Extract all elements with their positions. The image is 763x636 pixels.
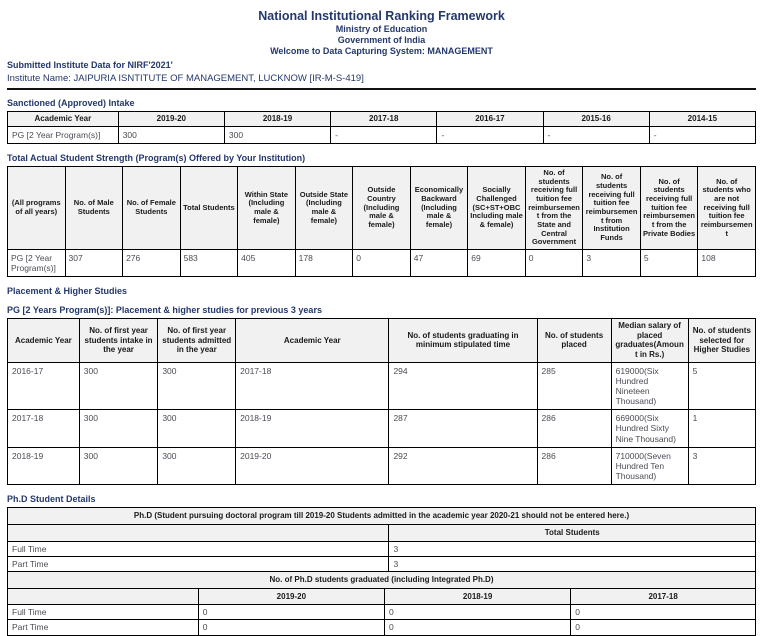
table-banner-row: [8, 508, 756, 525]
student-strength-table: [7, 166, 756, 277]
section-title-phd: Ph.D Student Details: [7, 494, 96, 505]
column-header: No. of students graduating in minimum stipulated time: [389, 319, 537, 362]
cell: 300: [79, 447, 158, 485]
cell: Full Time: [8, 605, 199, 620]
cell: -: [649, 126, 755, 143]
column-header: No. of students receiving full tuition fee reimbursement from the Private Bodies: [640, 167, 698, 250]
column-header: No. of students receiving full tuition fee reimbursement from the State and Central Government: [525, 167, 583, 250]
cell: -: [437, 126, 543, 143]
phd-graduated-banner: No. of Ph.D students graduated (including Integrated Ph.D): [8, 571, 756, 588]
column-header: No. of first year students intake in the year: [79, 319, 158, 362]
cell: 300: [224, 126, 330, 143]
cell: 0: [198, 620, 384, 635]
cell: 286: [537, 447, 611, 485]
column-header: No. of Male Students: [65, 167, 123, 250]
cell: 2017-18: [236, 362, 389, 410]
cell: Part Time: [8, 556, 389, 571]
column-header: 2016-17: [437, 112, 543, 127]
column-header: No. of students who are not receiving full tuition fee reimbursement: [698, 167, 756, 250]
column-header: 2018-19: [224, 112, 330, 127]
section-title-placement: Placement & Higher Studies: [7, 286, 128, 297]
cell: 1: [688, 410, 755, 448]
cell: 5: [688, 362, 755, 410]
table-banner-row: [8, 571, 756, 588]
cell: 47: [410, 249, 468, 276]
column-header: Within State (Including male & female): [238, 167, 296, 250]
cell: 300: [158, 410, 236, 448]
cell: PG [2 Year Program(s)]: [8, 249, 66, 276]
column-header: Academic Year: [8, 112, 119, 127]
cell: 292: [389, 447, 537, 485]
cell: 669000(Six Hundred Sixty Nine Thousand): [611, 410, 688, 448]
column-header: 2014-15: [649, 112, 755, 127]
header-divider: [7, 88, 756, 90]
table-row: [8, 541, 756, 556]
column-header: No. of Female Students: [123, 167, 181, 250]
column-header: No. of students receiving full tuition fee reimbursement from Institution Funds: [583, 167, 641, 250]
cell: 619000(Six Hundred Nineteen Thousand): [611, 362, 688, 410]
cell: 5: [640, 249, 698, 276]
cell: 2019-20: [236, 447, 389, 485]
cell: 3: [583, 249, 641, 276]
page-header: [7, 9, 756, 56]
cell: 0: [384, 620, 570, 635]
section-title-sanctioned-intake: Sanctioned (Approved) Intake: [7, 98, 135, 109]
table-row: [8, 605, 756, 620]
institute-name: Institute Name: JAIPURIA ISNTITUTE OF MANAGEMENT, LUCKNOW [IR-M-S-419]: [7, 73, 364, 85]
column-header: 2019-20: [198, 588, 384, 605]
cell: Full Time: [8, 541, 389, 556]
cell: 0: [198, 605, 384, 620]
column-header: 2018-19: [384, 588, 570, 605]
column-header: No. of first year students admitted in the year: [158, 319, 236, 362]
cell: 300: [79, 410, 158, 448]
cell: 2018-19: [8, 447, 80, 485]
cell: 3: [688, 447, 755, 485]
table-header-row: [8, 319, 756, 362]
subsection-title-placement-pg: PG [2 Years Program(s)]: Placement & higher studies for previous 3 years: [7, 305, 322, 316]
table-header-row: [8, 525, 756, 542]
column-header: 2015-16: [543, 112, 649, 127]
column-header: Outside Country (Including male & female): [353, 167, 411, 250]
cell: 300: [158, 362, 236, 410]
column-header: 2017-18: [331, 112, 437, 127]
column-header: Socially Challenged (SC+ST+OBC Including male & female): [468, 167, 526, 250]
cell: 405: [238, 249, 296, 276]
cell: 276: [123, 249, 181, 276]
column-header: Academic Year: [8, 319, 80, 362]
table-row: [8, 447, 756, 485]
cell: 2017-18: [8, 410, 80, 448]
header-welcome: Welcome to Data Capturing System: MANAGEMENT: [270, 45, 493, 56]
table-row: [8, 362, 756, 410]
cell: 287: [389, 410, 537, 448]
column-header: Total Students: [389, 525, 756, 542]
cell: 0: [384, 605, 570, 620]
cell: 294: [389, 362, 537, 410]
cell: Part Time: [8, 620, 199, 635]
cell: 710000(Seven Hundred Ten Thousand): [611, 447, 688, 485]
cell: -: [331, 126, 437, 143]
cell: 0: [353, 249, 411, 276]
cell: 178: [295, 249, 353, 276]
page-title: National Institutional Ranking Framework: [258, 9, 505, 23]
table-row: [8, 620, 756, 635]
cell: 0: [571, 605, 756, 620]
cell: 307: [65, 249, 123, 276]
column-header: (All programs of all years): [8, 167, 66, 250]
cell: 69: [468, 249, 526, 276]
submitted-data-label: Submitted Institute Data for NIRF'2021': [7, 60, 173, 71]
table-row: [8, 556, 756, 571]
cell: 108: [698, 249, 756, 276]
cell: 3: [389, 556, 756, 571]
column-header: Median salary of placed graduates(Amount in Rs.): [611, 319, 688, 362]
table-header-row: [8, 167, 756, 250]
cell: 285: [537, 362, 611, 410]
table-row: [8, 410, 756, 448]
cell: 300: [118, 126, 224, 143]
column-header: [8, 588, 199, 605]
column-header: No. of students selected for Higher Studies: [688, 319, 755, 362]
cell: 300: [158, 447, 236, 485]
cell: PG [2 Year Program(s)]: [8, 126, 119, 143]
table-header-row: [8, 112, 756, 127]
column-header: No. of students placed: [537, 319, 611, 362]
column-header: [8, 525, 389, 542]
cell: 0: [525, 249, 583, 276]
section-title-student-strength: Total Actual Student Strength (Program(s) Offered by Your Institution): [7, 153, 306, 164]
sanctioned-intake-table: [7, 111, 756, 144]
cell: 583: [180, 249, 238, 276]
phd-graduated-table: [7, 571, 756, 636]
cell: 2018-19: [236, 410, 389, 448]
column-header: Total Students: [180, 167, 238, 250]
header-government: Government of India: [337, 34, 426, 45]
cell: 2016-17: [8, 362, 80, 410]
cell: 286: [537, 410, 611, 448]
table-row: [8, 249, 756, 276]
table-row: [8, 126, 756, 143]
phd-banner: Ph.D (Student pursuing doctoral program till 2019-20 Students admitted in the academic year 2020-21 should not be entered here.): [8, 508, 756, 525]
placement-table: [7, 318, 756, 485]
column-header: 2017-18: [571, 588, 756, 605]
phd-pursuing-table: [7, 507, 756, 572]
cell: 3: [389, 541, 756, 556]
column-header: Outside State (Including male & female): [295, 167, 353, 250]
cell: 0: [571, 620, 756, 635]
column-header: 2019-20: [118, 112, 224, 127]
table-header-row: [8, 588, 756, 605]
cell: 300: [79, 362, 158, 410]
header-ministry: Ministry of Education: [335, 24, 428, 34]
column-header: Academic Year: [236, 319, 389, 362]
cell: -: [543, 126, 649, 143]
column-header: Economically Backward (Including male & female): [410, 167, 468, 250]
